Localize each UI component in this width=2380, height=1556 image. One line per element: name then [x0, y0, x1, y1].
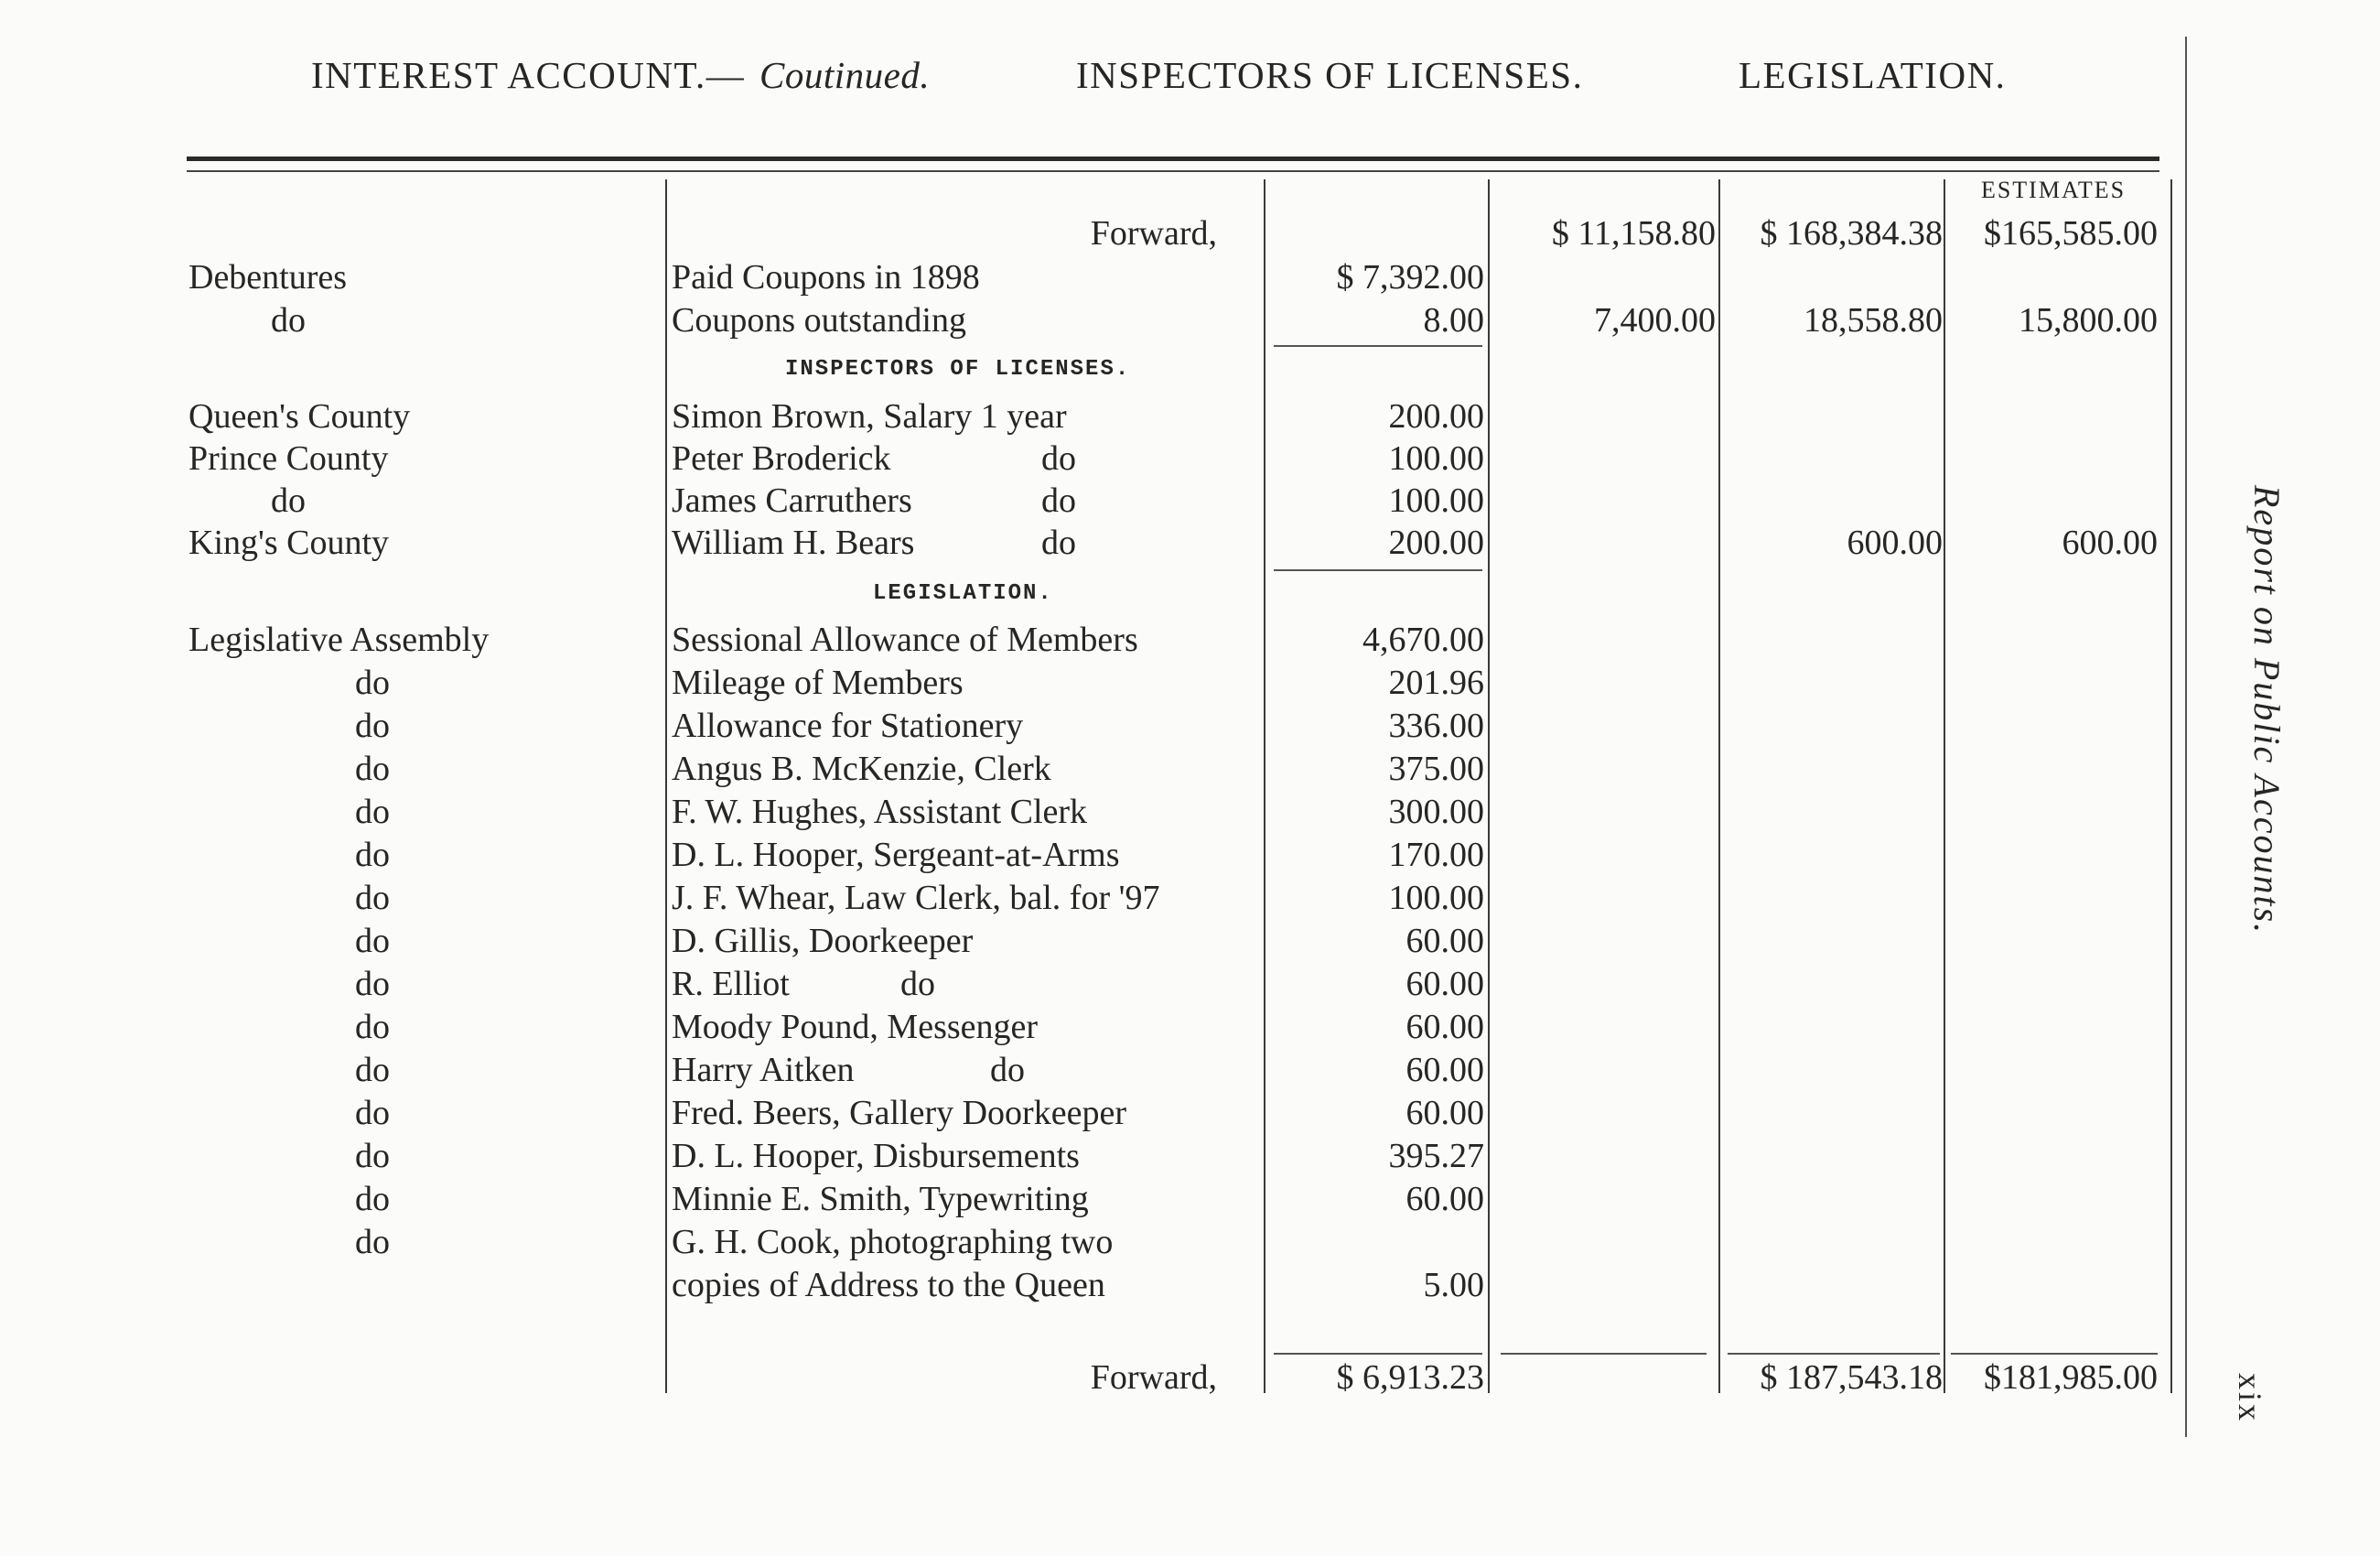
account-name: do — [355, 922, 390, 960]
account-name: King's County — [188, 524, 390, 562]
account-name: do — [355, 750, 390, 788]
forward-c4: $181,985.00 — [1984, 1358, 2158, 1397]
row-amount: 60.00 — [1405, 1094, 1484, 1132]
row-description: Harry Aitken — [672, 1051, 855, 1089]
row-amount: 300.00 — [1388, 793, 1484, 831]
row-amount: 200.00 — [1388, 397, 1484, 436]
row-amount: 375.00 — [1388, 750, 1484, 788]
forward-row-top — [0, 212, 2380, 254]
side-note: Report on Public Accounts. — [2246, 485, 2288, 935]
row-description: Sessional Allowance of Members — [672, 621, 1138, 659]
table-row — [0, 1049, 2380, 1091]
account-name: do — [355, 1223, 390, 1261]
table-row — [0, 480, 2380, 522]
forward-amount: $ 6,913.23 — [1336, 1358, 1484, 1397]
row-amount: 60.00 — [1405, 1180, 1484, 1218]
table-row — [0, 438, 2380, 480]
row-ditto: do — [900, 965, 935, 1003]
total-rule — [1728, 1353, 1940, 1355]
subtotal-rule — [1274, 345, 1482, 347]
row-amount: 60.00 — [1405, 1051, 1484, 1089]
row-ditto: do — [990, 1051, 1025, 1089]
row-amount: 60.00 — [1405, 922, 1484, 960]
header-rule-thin — [187, 170, 2159, 172]
row-description: D. L. Hooper, Disbursements — [672, 1137, 1080, 1175]
table-row — [0, 1178, 2380, 1220]
row-description: Peter Broderick — [672, 439, 891, 478]
row-c3: 600.00 — [1847, 524, 1943, 562]
row-description: copies of Address to the Queen — [672, 1266, 1105, 1304]
table-row — [0, 299, 2380, 341]
forward-c4: $165,585.00 — [1984, 214, 2158, 253]
forward-c3: $ 168,384.38 — [1760, 214, 1943, 253]
row-amount: 201.96 — [1388, 664, 1484, 702]
table-row — [0, 1135, 2380, 1177]
account-name: do — [355, 1180, 390, 1218]
header-continued: Coutinued. — [759, 54, 931, 96]
row-description: Mileage of Members — [672, 664, 964, 702]
row-amount: 5.00 — [1423, 1266, 1484, 1304]
header-rule-thick — [187, 157, 2159, 161]
header-interest-account: INTEREST ACCOUNT.— — [311, 54, 746, 96]
table-row — [0, 1006, 2380, 1048]
table-row — [0, 522, 2380, 564]
total-rule — [1274, 1353, 1482, 1355]
row-ditto: do — [1041, 439, 1076, 478]
table-row — [0, 920, 2380, 962]
row-amount: 8.00 — [1423, 301, 1484, 340]
account-name: do — [355, 879, 390, 917]
header-legislation: LEGISLATION. — [1739, 54, 2007, 96]
account-name: Debentures — [188, 258, 348, 297]
page-number: xix — [2232, 1373, 2268, 1424]
table-row — [0, 791, 2380, 833]
row-amount: 100.00 — [1388, 439, 1484, 478]
forward-c3: $ 187,543.18 — [1760, 1358, 1943, 1397]
account-name: do — [355, 836, 390, 874]
row-c2: 7,400.00 — [1594, 301, 1716, 340]
table-row — [0, 256, 2380, 298]
account-name: Queen's County — [188, 397, 411, 436]
table-row — [0, 963, 2380, 1005]
account-name: do — [355, 707, 390, 745]
row-description: J. F. Whear, Law Clerk, bal. for '97 — [672, 879, 1160, 917]
row-amount: 4,670.00 — [1362, 621, 1484, 659]
forward-label: Forward, — [1090, 214, 1217, 253]
total-rule — [1501, 1353, 1707, 1355]
row-amount: $ 7,392.00 — [1336, 258, 1484, 297]
row-description: Minnie E. Smith, Typewriting — [672, 1180, 1089, 1218]
row-amount: 395.27 — [1388, 1137, 1484, 1175]
account-name: do — [355, 1051, 390, 1089]
account-name: do — [355, 793, 390, 831]
row-description: Paid Coupons in 1898 — [672, 258, 980, 297]
table-row — [0, 395, 2380, 438]
account-name: do — [355, 965, 390, 1003]
estimates-heading: ESTIMATES — [1980, 177, 2127, 203]
header-inspectors: INSPECTORS OF LICENSES. — [1076, 54, 1584, 96]
row-ditto: do — [1041, 524, 1076, 562]
row-amount: 100.00 — [1388, 879, 1484, 917]
account-name: do — [271, 481, 306, 520]
row-ditto: do — [1041, 481, 1076, 520]
row-c3: 18,558.80 — [1804, 301, 1943, 340]
table-row — [0, 1092, 2380, 1134]
row-description: R. Elliot — [672, 965, 790, 1003]
row-c4: 15,800.00 — [2019, 301, 2158, 340]
forward-c2: $ 11,158.80 — [1551, 214, 1716, 253]
row-description: D. Gillis, Doorkeeper — [672, 922, 974, 960]
row-description: Fred. Beers, Gallery Doorkeeper — [672, 1094, 1126, 1132]
account-name: Legislative Assembly — [188, 621, 490, 659]
forward-row-bottom — [0, 1356, 2380, 1399]
row-amount: 200.00 — [1388, 524, 1484, 562]
account-name: do — [355, 1008, 390, 1046]
row-amount: 60.00 — [1405, 1008, 1484, 1046]
row-description: Coupons outstanding — [672, 301, 966, 340]
row-description: D. L. Hooper, Sergeant-at-Arms — [672, 836, 1120, 874]
account-name: do — [355, 1094, 390, 1132]
table-row — [0, 619, 2380, 661]
section-heading-inspectors: INSPECTORS OF LICENSES. — [785, 357, 1131, 382]
table-row — [0, 877, 2380, 919]
row-amount: 60.00 — [1405, 965, 1484, 1003]
row-amount: 100.00 — [1388, 481, 1484, 520]
table-row — [0, 705, 2380, 747]
row-description: Angus B. McKenzie, Clerk — [672, 750, 1051, 788]
row-description: Allowance for Stationery — [672, 707, 1024, 745]
row-description: Simon Brown, Salary 1 year — [672, 397, 1067, 436]
row-description: F. W. Hughes, Assistant Clerk — [672, 793, 1088, 831]
row-description: James Carruthers — [672, 481, 912, 520]
table-row — [0, 662, 2380, 704]
row-c4: 600.00 — [2062, 524, 2158, 562]
account-name: do — [271, 301, 306, 340]
row-description: Moody Pound, Messenger — [672, 1008, 1039, 1046]
account-name: do — [355, 1137, 390, 1175]
subtotal-rule — [1274, 569, 1482, 571]
section-heading-legislation: LEGISLATION. — [873, 581, 1053, 606]
row-amount: 336.00 — [1388, 707, 1484, 745]
table-row — [0, 834, 2380, 876]
account-name: Prince County — [188, 439, 389, 478]
row-amount: 170.00 — [1388, 836, 1484, 874]
table-row — [0, 748, 2380, 790]
account-name: do — [355, 664, 390, 702]
row-description: G. H. Cook, photographing two — [672, 1223, 1114, 1261]
table-row — [0, 1264, 2380, 1306]
total-rule — [1951, 1353, 2158, 1355]
table-row — [0, 1221, 2380, 1263]
row-description: William H. Bears — [672, 524, 915, 562]
forward-label: Forward, — [1090, 1358, 1217, 1397]
